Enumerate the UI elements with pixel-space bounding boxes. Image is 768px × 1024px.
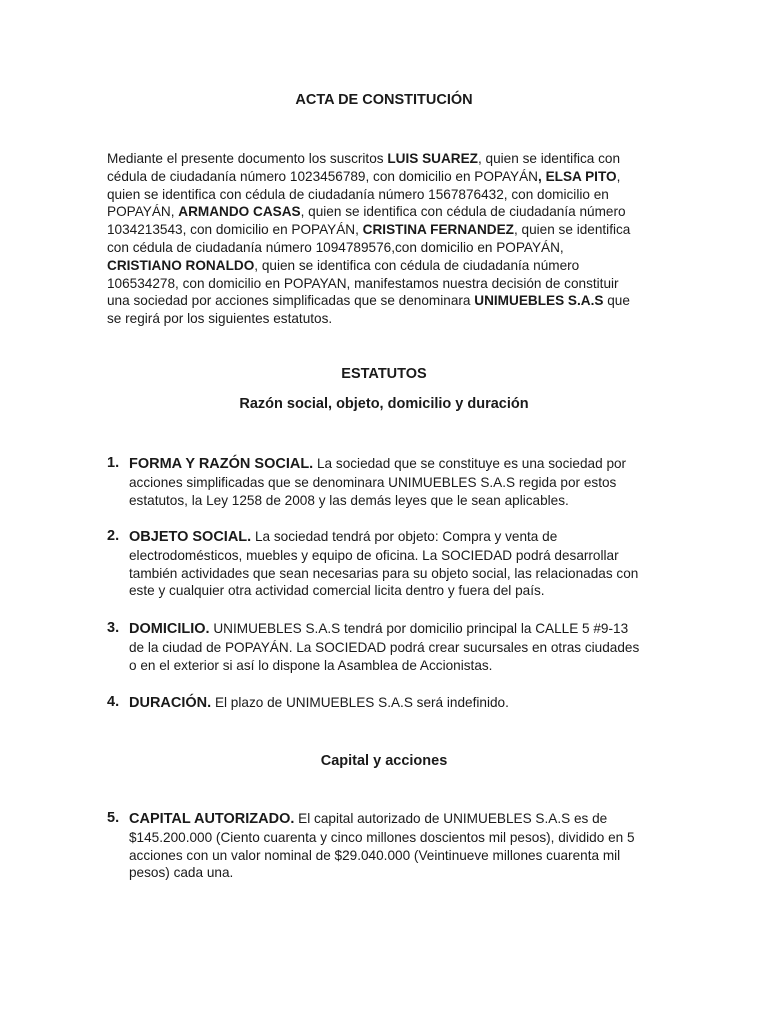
founder-name: ARMANDO CASAS bbox=[178, 204, 301, 220]
estatutos-heading: ESTATUTOS bbox=[341, 366, 427, 382]
article-lead: FORMA Y RAZÓN SOCIAL. bbox=[129, 456, 314, 472]
intro-text: Mediante el presente documento los suscritos bbox=[107, 151, 388, 166]
article-item bbox=[107, 455, 647, 509]
company-name: UNIMUEBLES S.A.S bbox=[474, 293, 604, 309]
article-number: 4. bbox=[107, 694, 120, 710]
article-lead: CAPITAL AUTORIZADO. bbox=[129, 811, 295, 827]
article-text: La sociedad que se constituye es una sociedad por acciones simplificadas que se denominara UNIMUEBLES S.A.S regida por estos estatutos, la Ley 1258 de 2008 y las demás leyes que le sean aplicables. bbox=[129, 456, 627, 508]
article-text: UNIMUEBLES S.A.S tendrá por domicilio principal la CALLE 5 #9-13 de la ciudad de POPAYÁN. La SOCIEDAD podrá crear sucursales en otras ciudades o en el exterior si así lo dispone la Asamblea de Accionistas. bbox=[129, 621, 640, 673]
founder-name: , ELSA PITO bbox=[538, 168, 617, 184]
section-heading: Razón social, objeto, domicilio y duración bbox=[239, 396, 529, 412]
intro-text: , quien se identifica con cédula de ciudadanía número 1034213543, con domicilio en POPAYÁN, bbox=[107, 204, 626, 238]
article-lead: DURACIÓN. bbox=[129, 695, 212, 711]
article-number: 5. bbox=[107, 810, 120, 826]
intro-text: , quien se identifica con cédula de ciudadanía número 106534278, con domicilio en POPAYAN, manifestamos nuestra decisión de constituir una sociedad por acciones simplificadas que se denominara bbox=[107, 257, 619, 309]
intro-text: , quien se identifica con cédula de ciudadanía número 1567876432, con domicilio en POPAYÁN, bbox=[107, 168, 621, 220]
document-title: ACTA DE CONSTITUCIÓN bbox=[295, 92, 473, 108]
article-item bbox=[107, 694, 647, 713]
intro-text: que se regirá por los siguientes estatutos. bbox=[107, 293, 630, 327]
intro-paragraph bbox=[107, 150, 637, 328]
article-item bbox=[107, 620, 647, 674]
article-text: El plazo de UNIMUEBLES S.A.S será indefinido. bbox=[211, 695, 509, 710]
founder-name: CRISTIANO RONALDO bbox=[107, 257, 255, 273]
section-heading: Capital y acciones bbox=[320, 753, 448, 769]
intro-text: , quien se identifica con cédula de ciudadanía número 1094789576,con domicilio en POPAYÁN, bbox=[107, 222, 631, 255]
article-number: 2. bbox=[107, 528, 120, 544]
article-text: La sociedad tendrá por objeto: Compra y venta de electrodomésticos, muebles y equipo de oficina. La SOCIEDAD podrá desarrollar también actividades que sean necesarias para su objeto social, las relacionadas con este y cualquier otra actividad comercial licita dentro y fuera del país. bbox=[129, 529, 639, 599]
article-number: 1. bbox=[107, 455, 120, 471]
founder-name: CRISTINA FERNANDEZ bbox=[362, 222, 514, 238]
article-lead: DOMICILIO. bbox=[129, 621, 210, 637]
article-item bbox=[107, 810, 647, 882]
article-number: 3. bbox=[107, 620, 120, 636]
article-text: El capital autorizado de UNIMUEBLES S.A.S es de $145.200.000 (Ciento cuarenta y cinco millones doscientos mil pesos), dividido en 5 acciones con un valor nominal de $29.040.000 (Veintinueve millones cuarenta mil pesos) cada una. bbox=[129, 811, 635, 881]
article-lead: OBJETO SOCIAL. bbox=[129, 529, 252, 545]
article-item bbox=[107, 528, 647, 600]
intro-text: , quien se identifica con cédula de ciudadanía número 1023456789, con domicilio en POPAYÁN bbox=[107, 151, 621, 184]
founder-name: LUIS SUAREZ bbox=[387, 151, 478, 166]
